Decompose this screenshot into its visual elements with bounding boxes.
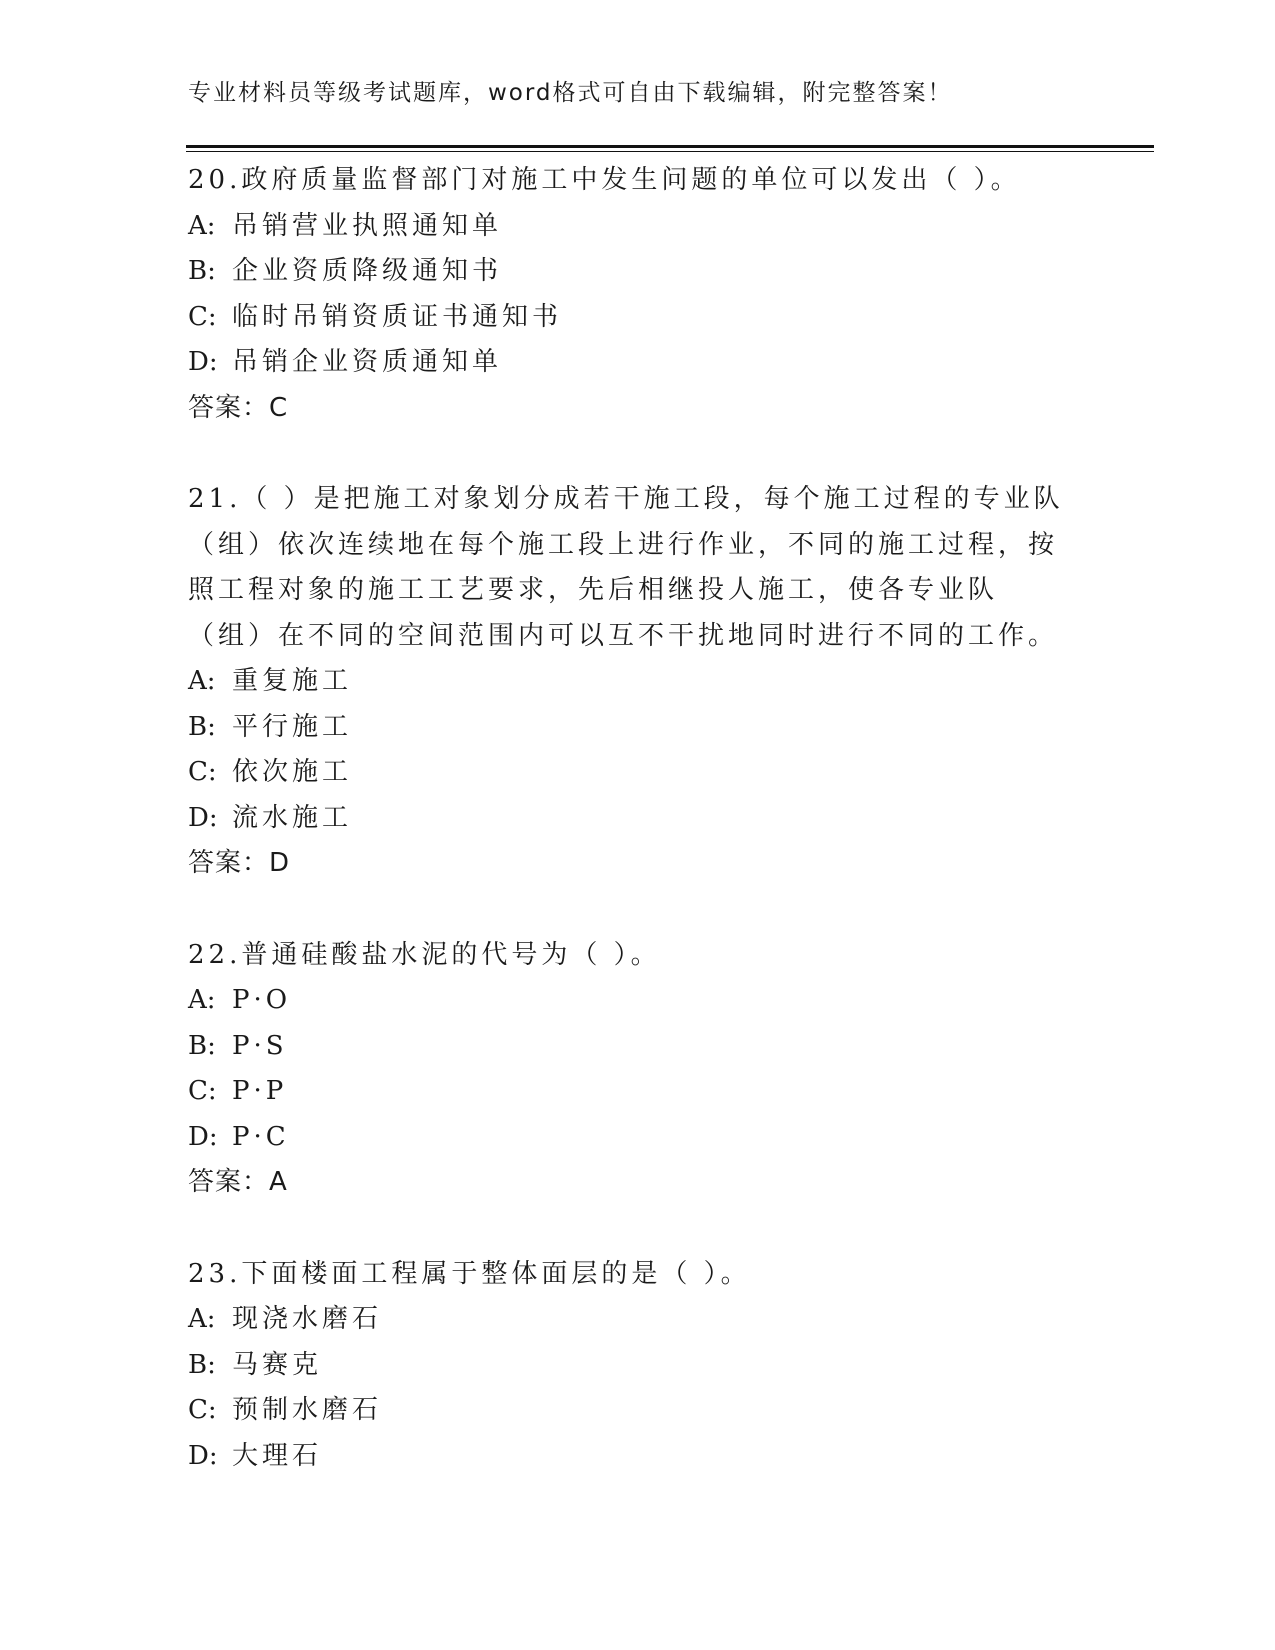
option-text: P·O (232, 985, 292, 1015)
option-label: D: (188, 1440, 218, 1471)
question-21 (188, 477, 1068, 887)
option-b (188, 1024, 1068, 1070)
option-label: A: (188, 210, 216, 241)
option-text: P·C (232, 1121, 290, 1152)
page-header: 专业材料员等级考试题库，word格式可自由下载编辑，附完整答案！ (188, 80, 953, 106)
option-label: B: (188, 711, 216, 742)
question-20 (188, 158, 1068, 431)
answer-line: 答案：C (188, 392, 289, 423)
option-label: C: (188, 1076, 217, 1106)
option-label: A: (188, 985, 216, 1015)
option-label: B: (188, 1030, 216, 1061)
option-text: 平行施工 (232, 711, 353, 742)
option-d (188, 1115, 1068, 1161)
option-label: C: (188, 757, 217, 787)
option-a (188, 1297, 1068, 1343)
option-label: A: (188, 1304, 216, 1334)
option-a (188, 204, 1068, 250)
header-divider-thin (186, 151, 1154, 152)
option-label: D: (188, 347, 218, 377)
option-text: P·S (232, 1030, 288, 1061)
option-text: 临时吊销资质证书通知书 (232, 301, 563, 332)
option-text: 吊销营业执照通知单 (232, 210, 503, 241)
option-b (188, 249, 1068, 295)
option-text: 吊销企业资质通知单 (232, 347, 503, 377)
option-text: 流水施工 (232, 802, 353, 833)
option-text: 马赛克 (232, 1349, 323, 1380)
option-label: B: (188, 1349, 216, 1380)
option-text: 重复施工 (232, 666, 353, 696)
option-b (188, 705, 1068, 751)
option-text: 现浇水磨石 (232, 1304, 383, 1334)
option-label: D: (188, 802, 218, 833)
answer-line: 答案：D (188, 848, 291, 878)
option-b (188, 1343, 1068, 1389)
question-23 (188, 1252, 1068, 1480)
option-text: 依次施工 (232, 757, 353, 787)
option-d (188, 1434, 1068, 1480)
question-list (188, 158, 1068, 1525)
option-text: P·P (232, 1076, 288, 1106)
option-text: 大理石 (232, 1440, 323, 1471)
option-c (188, 295, 1068, 341)
option-text: 预制水磨石 (232, 1395, 383, 1425)
option-d (188, 796, 1068, 842)
option-text: 企业资质降级通知书 (232, 256, 503, 286)
question-stem: 23.下面楼面工程属于整体面层的是（ ）。 (188, 1258, 751, 1289)
option-label: D: (188, 1121, 218, 1152)
option-d (188, 340, 1068, 386)
question-22 (188, 933, 1068, 1206)
option-label: C: (188, 301, 217, 332)
question-stem: 21.（ ）是把施工对象划分成若干施工段，每个施工过程的专业队（组）依次连续地在每个施工段上进行作业，不同的施工过程，按照工程对象的施工工艺要求，先后相继投人施工，使各专业队（组）在不同的空间范围内可以互不干扰地同时进行不同的工作。 (188, 484, 1064, 651)
option-label: C: (188, 1395, 217, 1425)
option-c (188, 750, 1068, 796)
question-stem: 20.政府质量监督部门对施工中发生问题的单位可以发出（ ）。 (188, 165, 1021, 195)
option-a (188, 659, 1068, 705)
question-stem: 22.普通硅酸盐水泥的代号为（ ）。 (188, 939, 661, 970)
option-label: B: (188, 256, 216, 286)
header-divider-thick (186, 145, 1154, 148)
option-c (188, 1388, 1068, 1434)
answer-line: 答案：A (188, 1167, 288, 1197)
option-a (188, 978, 1068, 1024)
option-label: A: (188, 666, 216, 696)
option-c (188, 1069, 1068, 1115)
